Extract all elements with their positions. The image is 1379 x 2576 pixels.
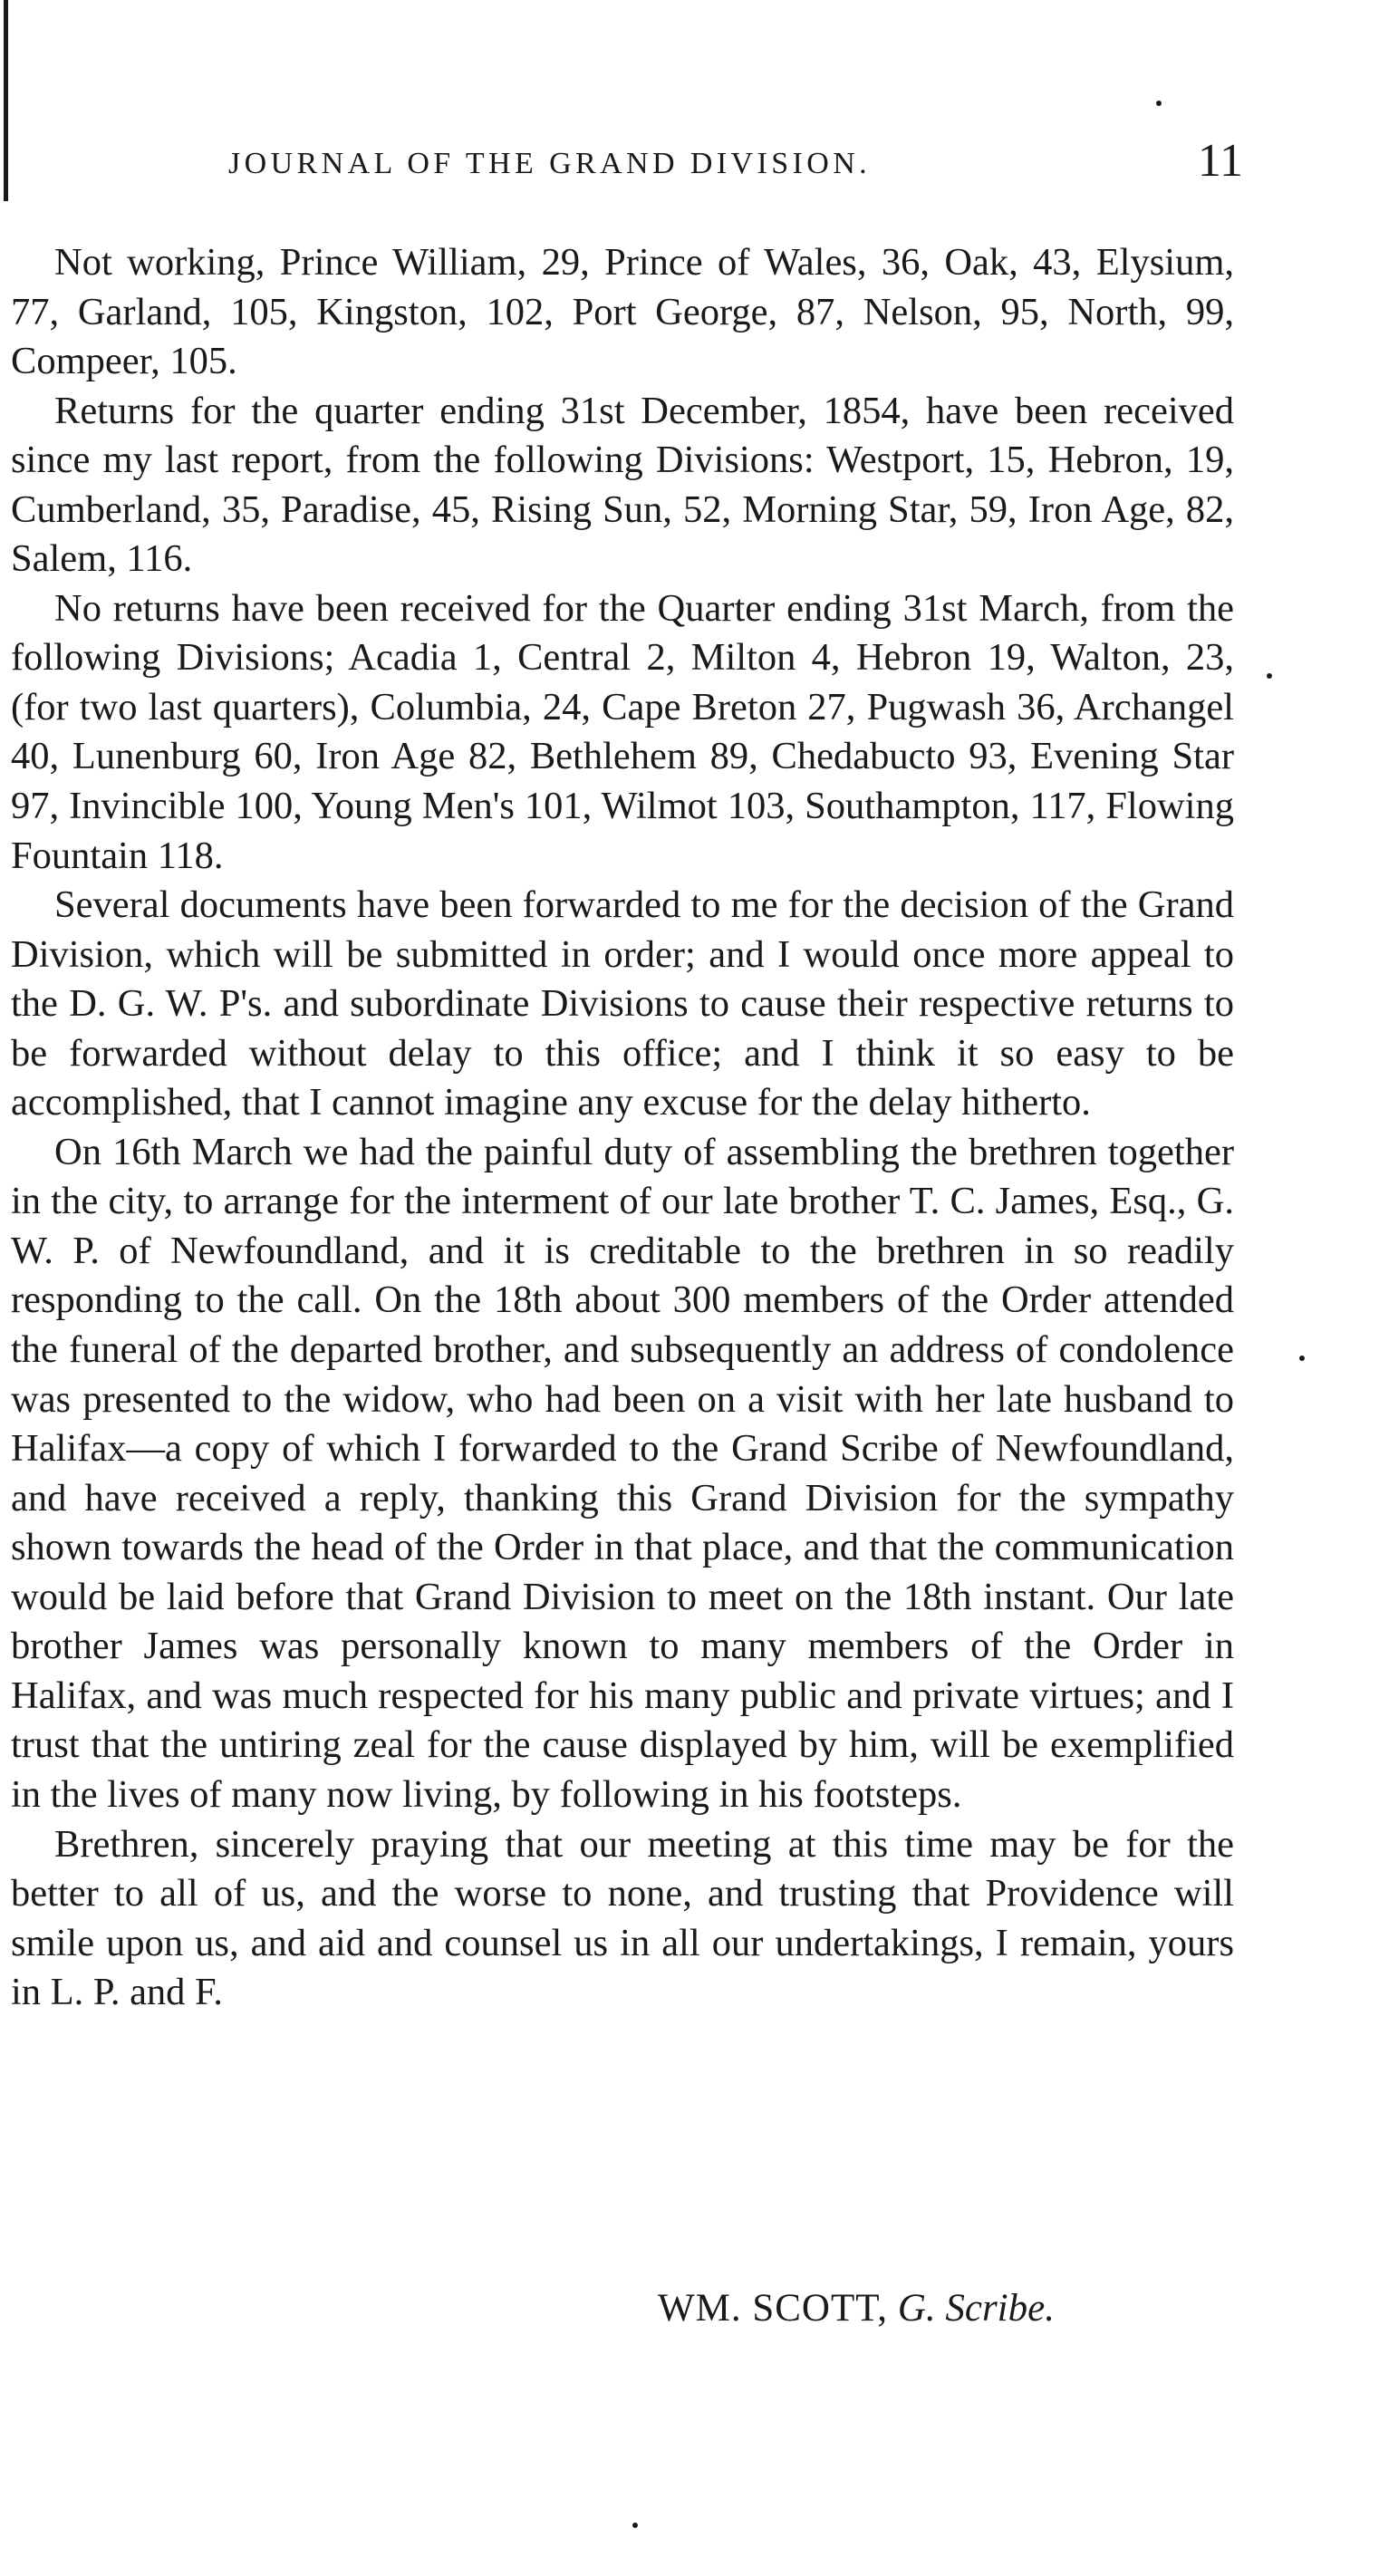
paragraph-no-returns: No returns have been received for the Quarter ending 31st March, from the following Divisions; Acadia 1, Central 2, Milton 4, Hebron 19, Walton, 23, (for two last quarters), Columbia, 24, Cape Breton 27, Pugwash 36, Archangel 40, Lunenburg 60, Iron Age 82, Bethlehem 89, Chedabucto 93, Evening Star 97, Invincible 100, Young Men's 101, Wilmot 103, Southampton, 117, Flowing Fountain 118. — [11, 586, 1234, 877]
signature — [658, 2283, 1055, 2334]
paragraph-documents: Several documents have been forwarded to me for the decision of the Grand Division, which will be submitted in order; and I would once more appeal to the D. G. W. P's. and subordinate Divisions to cause their respective returns to be forwarded without delay to this office; and I think it so easy to be accomplished, that I cannot imagine any excuse for the delay hitherto. — [11, 883, 1234, 1124]
paragraph-funeral: On 16th March we had the painful duty of assembling the brethren together in the city, to arrange for the interment of our late brother T. C. James, Esq., G. W. P. of Newfoundland, and it is creditable to the brethren in so readily responding to the call. On the 18th about 300 members of the Order attended the funeral of the departed brother, and subsequently an address of condolence was presented to the widow, who had been on a visit with her late husband to Halifax—a copy of which I forwarded to the Grand Scribe of Newfoundland, and have received a reply, thanking this Grand Division for the sympathy shown towards the head of the Order in that place, and that the communication would be laid before that Grand Division to meet on the 18th instant. Our late brother James was personally known to many members of the Order in Halifax, and was much respected for his many public and private virtues; and I trust that the untiring zeal for the cause displayed by him, will be exemplified in the lives of many now living, by following in his footsteps. — [11, 1130, 1234, 1816]
paragraph-closing: Brethren, sincerely praying that our meeting at this time may be for the better to all of us, and the worse to none, and trusting that Providence will smile upon us, and aid and counsel us in all our undertakings, I remain, yours in L. P. and F. — [11, 1822, 1234, 2014]
paragraph-returns-received: Returns for the quarter ending 31st December, 1854, have been received since my last report, from the following Divisions: Westport, 15, Hebron, 19, Cumberland, 35, Paradise, 45, Rising Sun, 52, Morning Star, 59, Iron Age, 82, Salem, 116. — [11, 389, 1234, 581]
ink-speck — [1156, 101, 1162, 106]
signature-title: G. Scribe. — [897, 2287, 1055, 2330]
ink-speck — [1299, 1356, 1305, 1361]
margin-rule — [4, 0, 8, 201]
page-number: 11 — [1197, 135, 1243, 187]
ink-speck — [632, 2523, 638, 2528]
paragraph-not-working: Not working, Prince William, 29, Prince of Wales, 36, Oak, 43, Elysium, 77, Garland, 105, Kingston, 102, Port George, 87, Nelson, 95, North, 99, Compeer, 105. — [11, 241, 1234, 383]
running-head — [228, 135, 1243, 198]
body-text — [11, 238, 1234, 2018]
running-title: JOURNAL OF THE GRAND DIVISION. — [228, 147, 872, 180]
signature-name: WM. SCOTT, — [658, 2287, 889, 2330]
ink-speck — [1267, 673, 1272, 679]
